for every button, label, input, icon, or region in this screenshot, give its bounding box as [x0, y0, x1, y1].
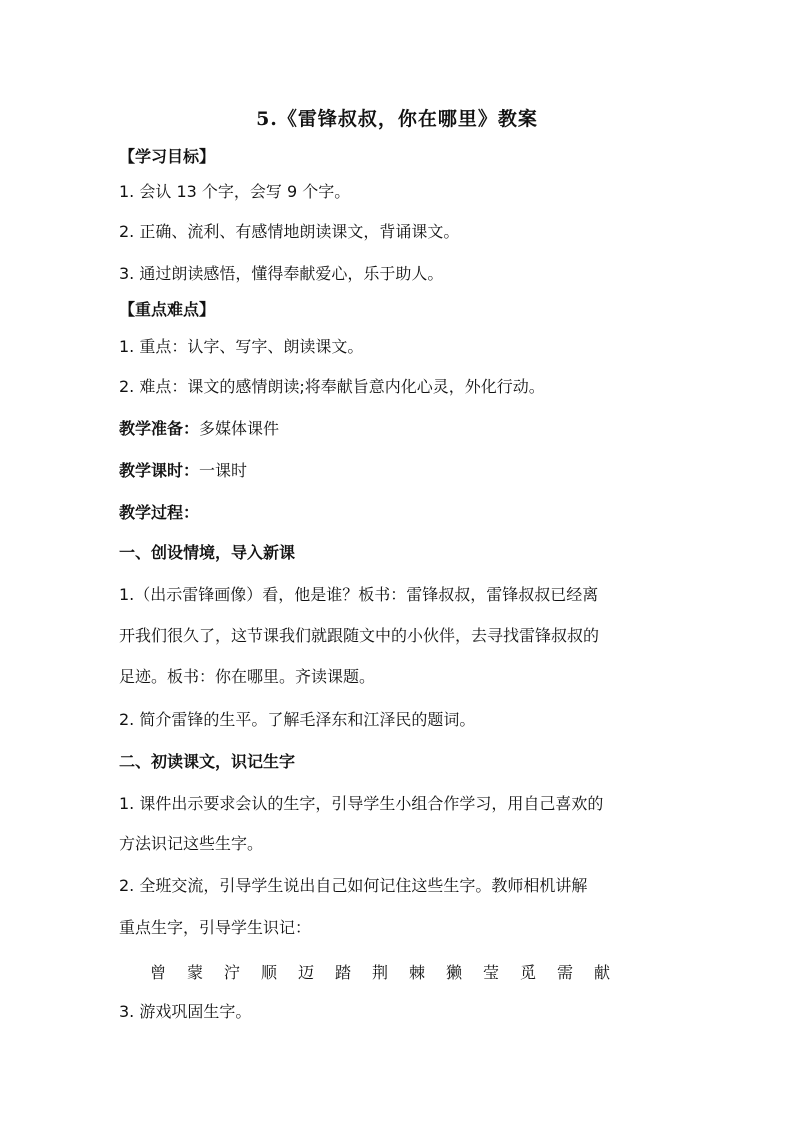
- section2-p1-line1: 1. 课件出示要求会认的生字，引导学生小组合作学习，用自己喜欢的: [119, 794, 604, 813]
- char-item: 踏: [335, 963, 352, 982]
- section1-p1-line2: 开我们很久了，这节课我们就跟随文中的小伙伴，去寻找雷锋叔叔的: [119, 626, 600, 645]
- char-item: 獭: [446, 963, 463, 982]
- section2-heading: 二、初读课文，识记生字: [119, 752, 296, 771]
- char-item: 荆: [372, 963, 389, 982]
- char-item: 迈: [298, 963, 315, 982]
- goal-item-2: 2. 正确、流利、有感情地朗读课文，背诵课文。: [119, 222, 460, 241]
- char-item: 蒙: [187, 963, 204, 982]
- section2-p3: 3. 游戏巩固生字。: [119, 1002, 252, 1021]
- goals-heading: 【学习目标】: [119, 147, 216, 166]
- char-item: 棘: [409, 963, 426, 982]
- char-item: 泞: [224, 963, 241, 982]
- keypoint-item-2: 2. 难点：课文的感情朗读;将奉献旨意内化心灵，外化行动。: [119, 377, 545, 396]
- section2-p2-line1: 2. 全班交流，引导学生说出自己如何记住这些生字。教师相机讲解: [119, 876, 588, 895]
- char-item: 需: [557, 963, 574, 982]
- section1-p2: 2. 简介雷锋的生平。了解毛泽东和江泽民的题词。: [119, 710, 476, 729]
- char-item: 莹: [483, 963, 500, 982]
- hours-value: 一课时: [199, 461, 248, 480]
- char-list: [150, 960, 631, 983]
- section2-p2-line2: 重点生字，引导学生识记：: [119, 918, 312, 937]
- section2-p1-line2: 方法识记这些生字。: [119, 834, 264, 853]
- prep-line: [119, 419, 279, 439]
- hours-label: 教学课时：: [119, 461, 200, 480]
- keypoints-heading: 【重点难点】: [119, 300, 216, 319]
- process-label: 教学过程：: [119, 503, 200, 522]
- prep-value: 多媒体课件: [199, 419, 280, 438]
- goal-item-3: 3. 通过朗读感悟，懂得奉献爱心，乐于助人。: [119, 264, 444, 283]
- char-item: 顺: [261, 963, 278, 982]
- section1-p1-line1: 1.（出示雷锋画像）看，他是谁？板书：雷锋叔叔，雷锋叔叔已经离: [119, 585, 599, 604]
- char-item: 觅: [520, 963, 537, 982]
- section1-p1-line3: 足迹。板书：你在哪里。齐读课题。: [119, 667, 376, 686]
- char-item: 曾: [150, 963, 167, 982]
- keypoint-item-1: 1. 重点：认字、写字、朗读课文。: [119, 337, 364, 356]
- hours-line: [119, 461, 247, 481]
- section1-heading: 一、创设情境，导入新课: [119, 543, 296, 562]
- prep-label: 教学准备：: [119, 419, 200, 438]
- page-title: 5.《雷锋叔叔，你在哪里》教案: [256, 108, 538, 130]
- char-item: 献: [594, 963, 611, 982]
- goal-item-1: 1. 会认 13 个字，会写 9 个字。: [119, 182, 351, 201]
